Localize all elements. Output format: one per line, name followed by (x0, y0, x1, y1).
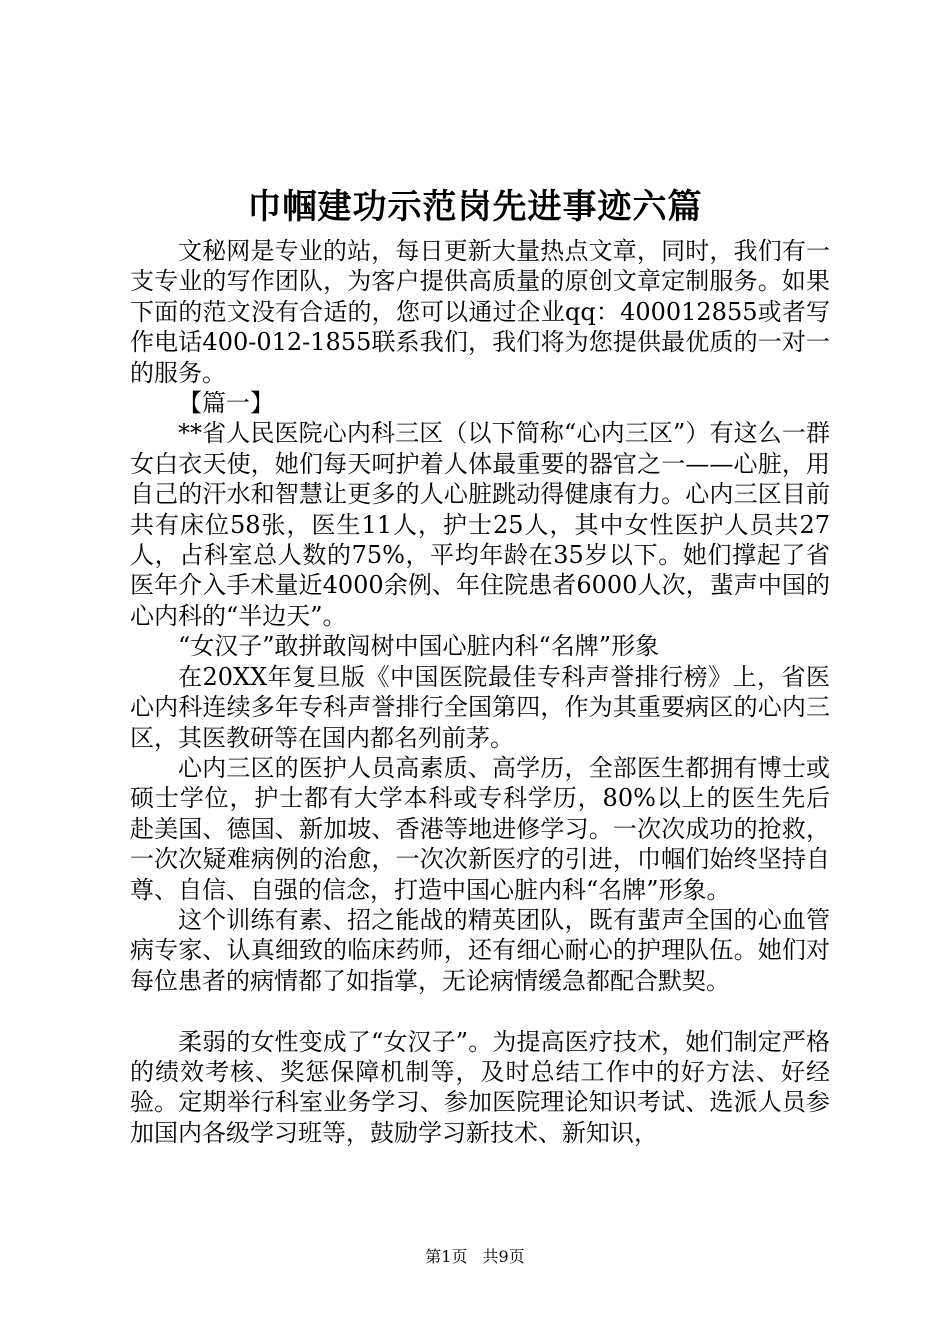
section-heading: 【篇一】 (178, 389, 274, 418)
intro-paragraph: 文秘网是专业的站，每日更新大量热点文章，同时，我们有一支专业的写作团队，为客户提供高质量的原创文章定制服务。如果下面的范文没有合适的，您可以通过企业qq：400012855或者写作电话400-012-1855联系我们，我们将为您提供最优质的一对一的服务。 (130, 237, 830, 387)
blank-line (130, 996, 830, 1026)
body-paragraph: 心内三区的医护人员高素质、高学历，全部医生都拥有博士或硕士学位，护士都有大学本科或专科学历，80%以上的医生先后赴美国、德国、新加坡、香港等地进修学习。一次次成功的抢救，一次次疑难病例的治愈，一次次新医疗的引进，巾帼们始终坚持自尊、自信、自强的信念，打造中国心脏内科“名牌”形象。 (130, 753, 830, 904)
page-total: 共9页 (482, 1247, 525, 1266)
page-number: 第1页 (425, 1247, 468, 1266)
subheading-paragraph: “女汉子”敢拼敢闯树中国心脏内科“名牌”形象 (178, 632, 660, 661)
body-paragraph: 这个训练有素、招之能战的精英团队，既有蜚声全国的心血管病专家、认真细致的临床药师，还有细心耐心的护理队伍。她们对每位患者的病情都了如指掌，无论病情缓急都配合默契。 (130, 905, 830, 995)
body-paragraph: 在20XX年复旦版《中国医院最佳专科声誉排行榜》上，省医心内科连续多年专科声誉排行全国第四，作为其重要病区的心内三区，其医教研等在国内都名列前茅。 (130, 662, 830, 752)
page-footer (0, 1246, 950, 1268)
document-title: 巾帼建功示范岗先进事迹六篇 (247, 187, 703, 227)
body-paragraph: **省人民医院心内科三区（以下简称“心内三区”）有这么一群女白衣天使，她们每天呵护着人体最重要的器官之一——心脏，用自己的汗水和智慧让更多的人心脏跳动得健康有力。心内三区目前共有床位58张，医生11人，护士25人，其中女性医护人员共27人，占科室总人数的75%，平均年龄在35岁以下。她们撑起了省医年介入手术量近4000余例、年住院患者6000人次，蜚声中国的心内科的“半边天”。 (130, 419, 830, 630)
document-body (130, 236, 830, 1148)
body-paragraph: 柔弱的女性变成了“女汉子”。为提高医疗技术，她们制定严格的绩效考核、奖惩保障机制等，及时总结工作中的好方法、好经验。定期举行科室业务学习、参加医院理论知识考试、选派人员参加国内各级学习班等，鼓励学习新技术、新知识， (130, 1027, 830, 1147)
